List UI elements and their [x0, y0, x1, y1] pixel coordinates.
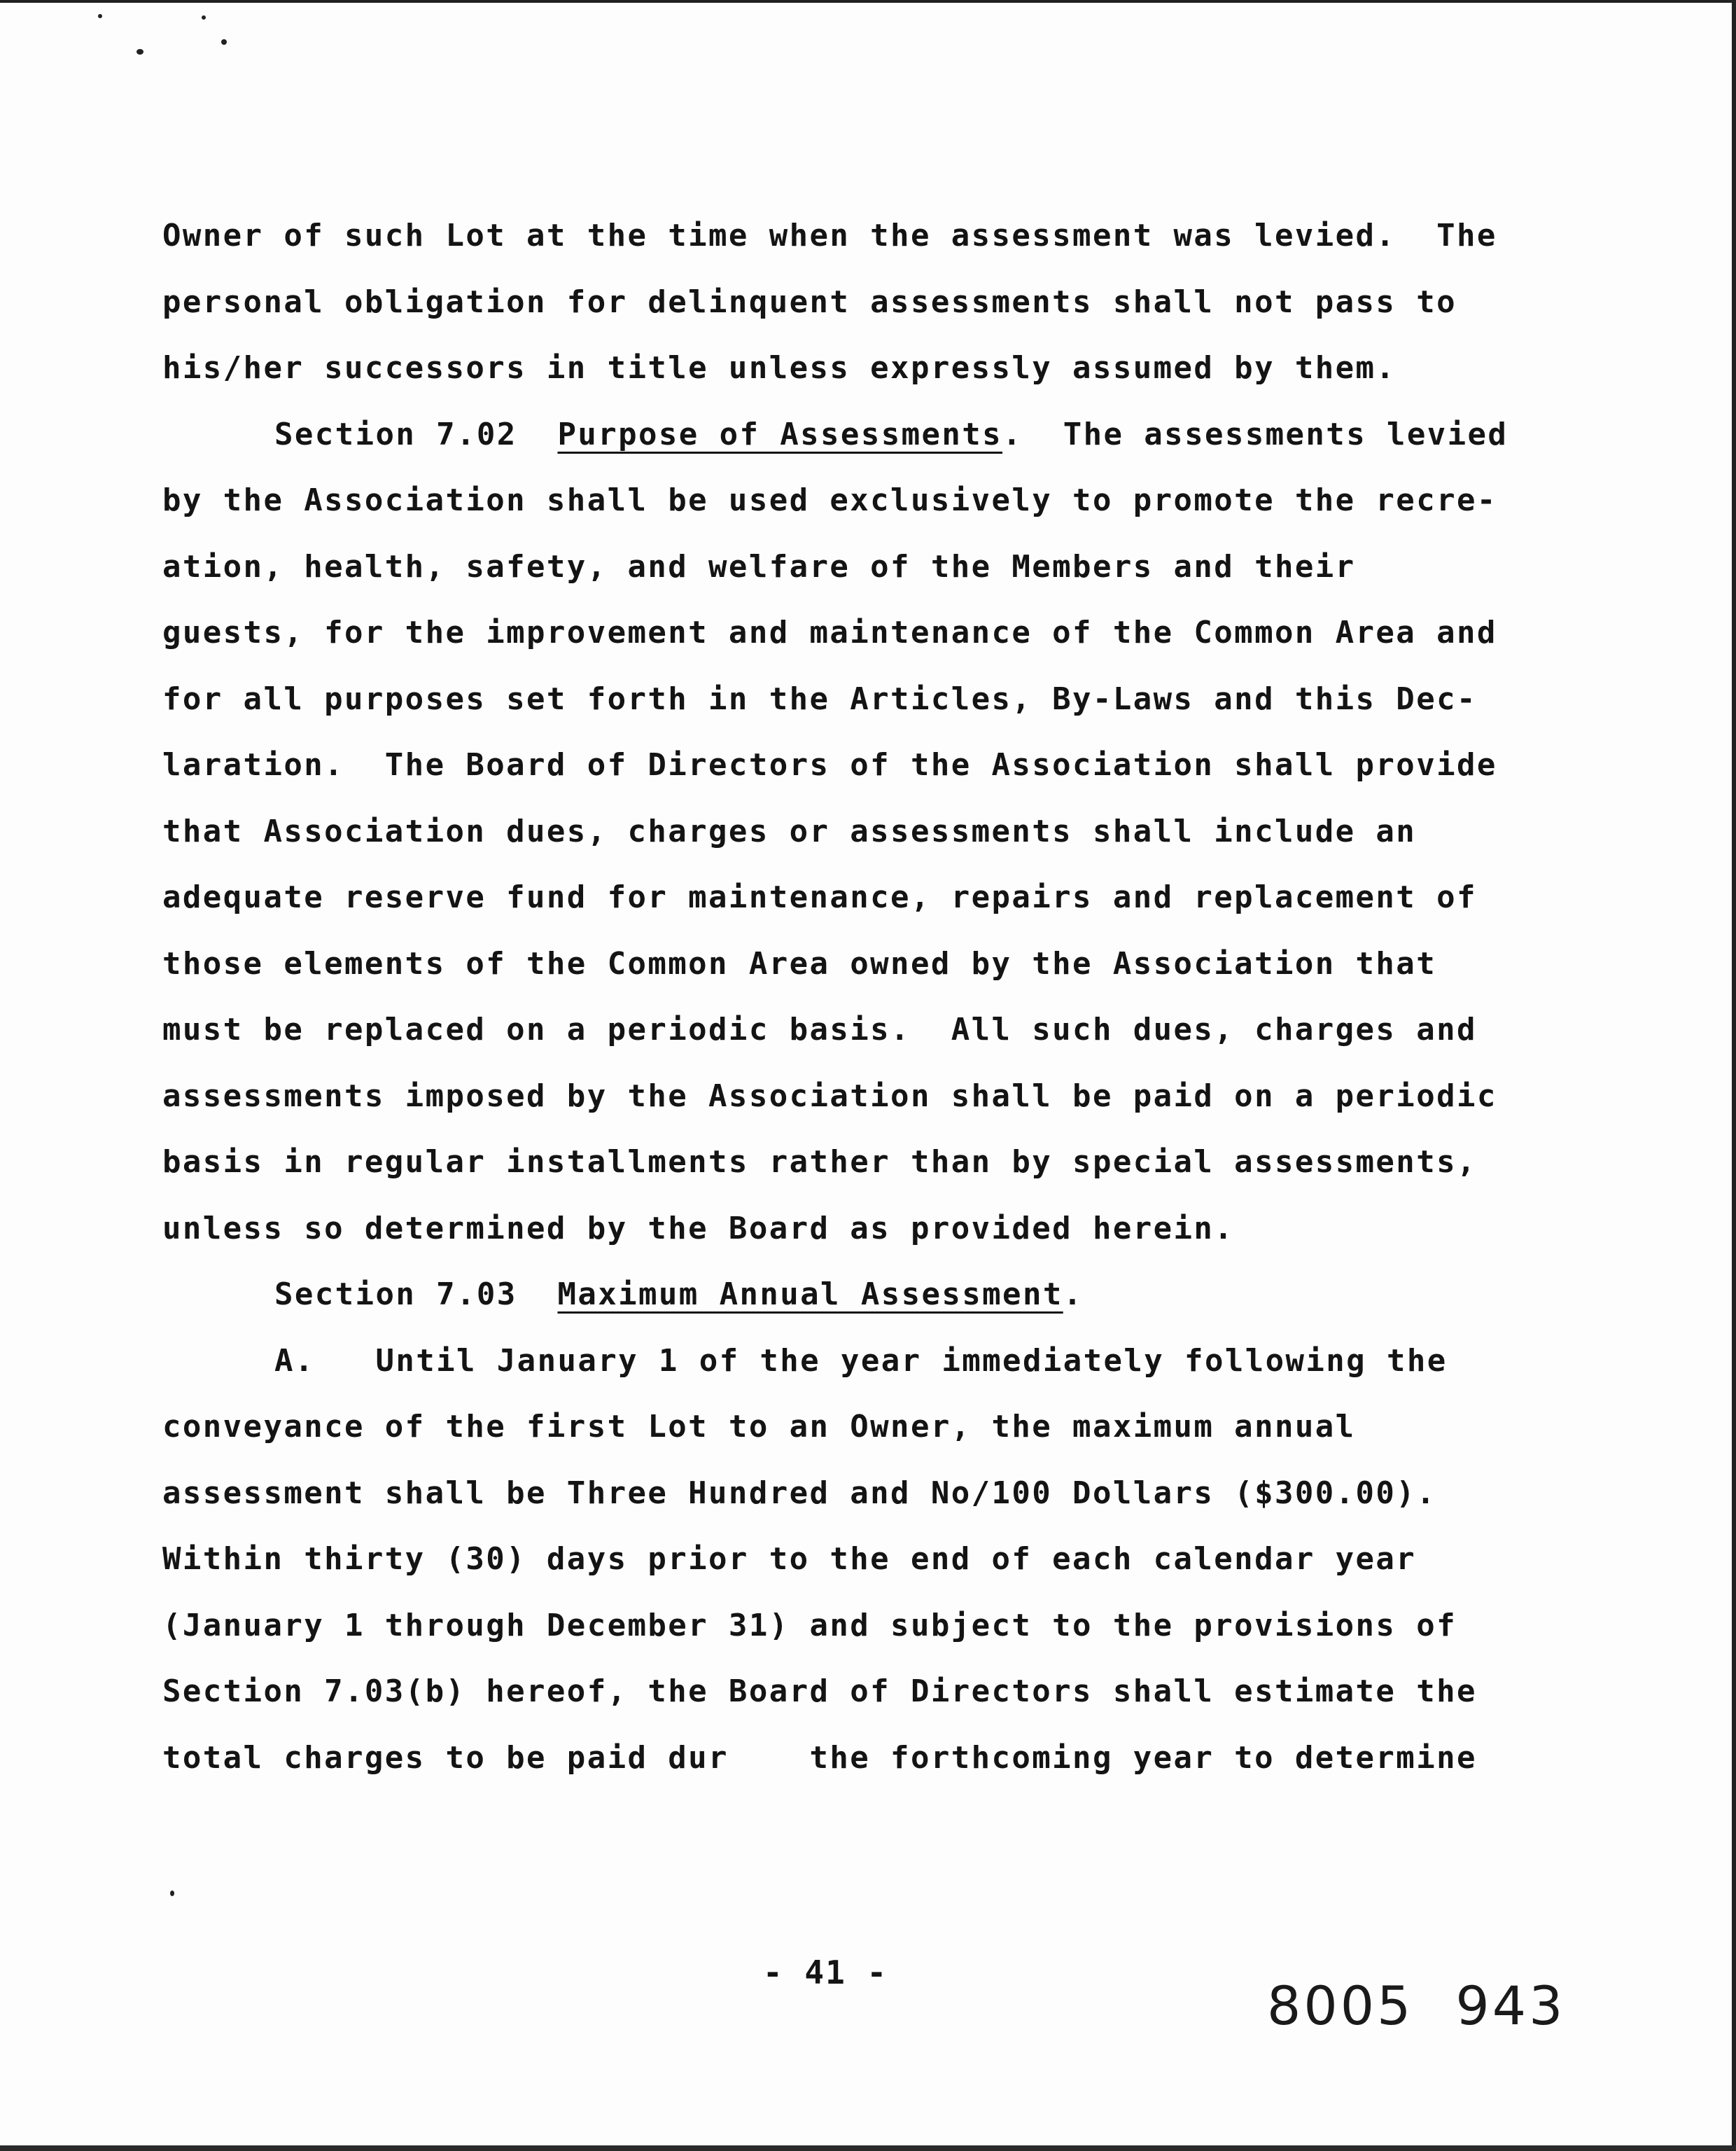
text-line: ation, health, safety, and welfare of the Members and their — [162, 548, 1356, 585]
text-line: those elements of the Common Area owned by the Association that — [162, 945, 1437, 982]
section-label: Section 7.02 — [274, 416, 517, 452]
text-fragment: . — [1063, 1276, 1084, 1312]
section-heading: Maximum Annual Assessment — [557, 1276, 1063, 1312]
text-line: laration. The Board of Directors of the Association shall provide — [162, 747, 1497, 783]
page-number: - 41 - — [763, 1954, 888, 1991]
text-line: personal obligation for delinquent assessments shall not pass to — [162, 284, 1457, 320]
scan-speck — [170, 1891, 174, 1896]
text-line: must be replaced on a periodic basis. All such dues, charges and — [162, 1012, 1477, 1047]
section-7-02-first-line — [162, 402, 1562, 468]
text-line: total charges to be paid dur the forthcoming year to determine — [162, 1739, 1477, 1776]
scan-speck — [136, 49, 144, 55]
text-line: assessment shall be Three Hundred and No/100 Dollars ($300.00). — [162, 1475, 1437, 1511]
section-7-03-heading-line — [162, 1262, 1562, 1328]
body-text — [162, 203, 1562, 1791]
text-line: unless so determined by the Board as provided herein. — [162, 1210, 1235, 1246]
text-line: Owner of such Lot at the time when the assessment was levied. The — [162, 218, 1497, 253]
document-number — [1267, 1975, 1565, 2037]
scan-speck — [98, 14, 102, 18]
document-number-left: 8005 — [1267, 1975, 1414, 2037]
text-line: adequate reserve fund for maintenance, repairs and replacement of — [162, 879, 1477, 915]
text-line: his/her successors in title unless expressly assumed by them. — [162, 350, 1396, 386]
section-heading: Purpose of Assessments — [557, 416, 1003, 452]
scan-edge-right — [1732, 0, 1736, 2151]
document-number-right: 943 — [1455, 1975, 1566, 2037]
text-line: Within thirty (30) days prior to the end of each calendar year — [162, 1541, 1417, 1577]
text-line: (January 1 through December 31) and subject to the provisions of — [162, 1607, 1457, 1643]
scan-speck — [202, 15, 206, 20]
text-line: Section 7.03(b) hereof, the Board of Directors shall estimate the — [162, 1673, 1477, 1709]
text-line: by the Association shall be used exclusively to promote the recre- — [162, 482, 1497, 518]
section-label: Section 7.03 — [274, 1276, 517, 1312]
text-line: assessments imposed by the Association shall be paid on a periodic — [162, 1078, 1497, 1114]
scan-speck — [221, 39, 227, 45]
text-line: conveyance of the first Lot to an Owner, the maximum annual — [162, 1409, 1356, 1445]
scan-edge-top — [0, 0, 1736, 3]
paragraph-a-first-line: A. Until January 1 of the year immediately following the — [274, 1342, 1448, 1379]
text-line: that Association dues, charges or assessments shall include an — [162, 813, 1417, 849]
text-line: for all purposes set forth in the Articles, By-Laws and this Dec- — [162, 681, 1477, 717]
text-line: basis in regular installments rather than by special assessments, — [162, 1144, 1477, 1180]
scan-edge-bottom — [0, 2145, 1736, 2151]
text-line: guests, for the improvement and maintenance of the Common Area and — [162, 615, 1497, 650]
text-fragment: . The assessments levied — [1002, 416, 1508, 452]
